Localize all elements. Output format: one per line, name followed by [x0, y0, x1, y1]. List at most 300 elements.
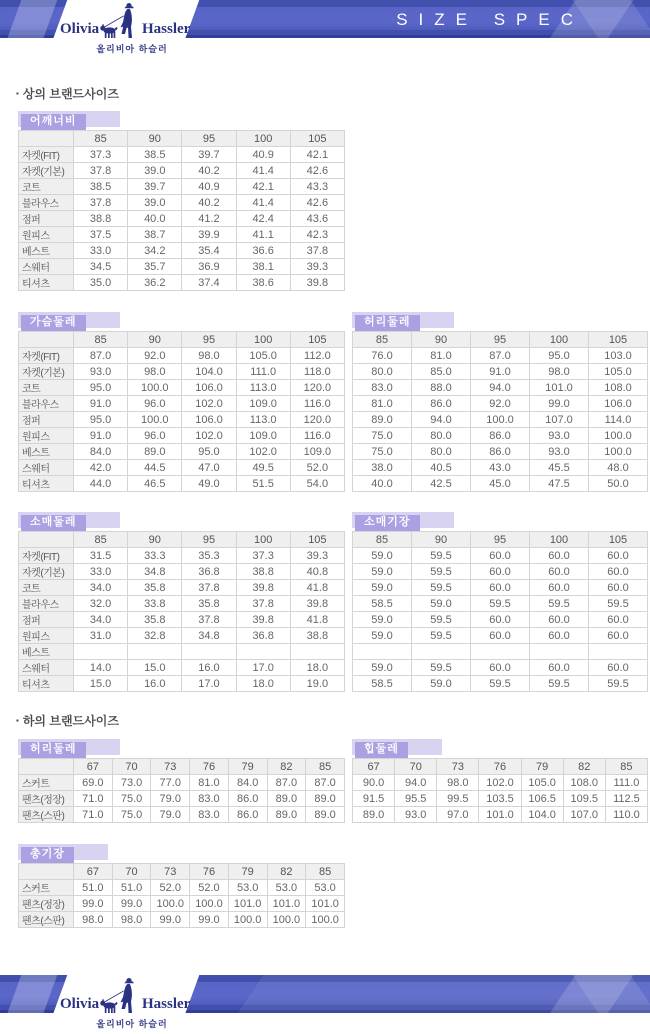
size-value-cell: 39.8 [290, 275, 344, 291]
row-label: 스커트 [19, 880, 74, 896]
size-value-cell [530, 644, 589, 660]
footer [0, 975, 650, 1034]
size-value-cell: 105.0 [236, 348, 290, 364]
size-value-cell: 87.0 [471, 348, 530, 364]
size-value-cell: 101.0 [479, 807, 521, 823]
size-value-cell: 59.5 [589, 596, 648, 612]
size-value-cell: 41.2 [182, 211, 236, 227]
size-value-cell: 102.0 [182, 396, 236, 412]
size-value-cell: 75.0 [112, 807, 151, 823]
size-value-cell: 47.5 [530, 476, 589, 492]
table-title: 총기장 [21, 847, 74, 863]
size-value-cell: 84.0 [74, 444, 128, 460]
size-value-cell: 31.5 [74, 548, 128, 564]
size-value-cell: 98.0 [437, 775, 479, 791]
size-value-cell: 39.7 [182, 147, 236, 163]
size-value-cell: 59.0 [412, 596, 471, 612]
column-header: 95 [471, 332, 530, 348]
row-label: 팬츠(정장) [19, 791, 74, 807]
size-value-cell: 38.0 [353, 460, 412, 476]
size-value-cell: 89.0 [306, 807, 345, 823]
size-value-cell: 18.0 [290, 660, 344, 676]
size-value-cell: 60.0 [589, 612, 648, 628]
row-label: 원피스 [19, 628, 74, 644]
brand-name-first: Olivia [60, 996, 100, 1012]
size-value-cell: 38.7 [128, 227, 182, 243]
row-label: 자켓(기본) [19, 364, 74, 380]
size-value-cell: 59.5 [412, 580, 471, 596]
table-title: 소매기장 [355, 515, 420, 531]
column-header: 95 [182, 131, 236, 147]
table-header-row [353, 759, 648, 775]
table-row [353, 775, 648, 791]
size-value-cell: 43.0 [471, 460, 530, 476]
size-value-cell: 87.0 [306, 775, 345, 791]
table-row [353, 644, 648, 660]
row-label: 티셔츠 [19, 476, 74, 492]
size-value-cell: 39.8 [236, 580, 290, 596]
section-title-bottoms [16, 712, 119, 729]
size-value-cell: 46.5 [128, 476, 182, 492]
column-header: 85 [353, 332, 412, 348]
size-value-cell: 113.0 [236, 412, 290, 428]
row-label: 원피스 [19, 227, 74, 243]
size-value-cell: 93.0 [74, 364, 128, 380]
brand-logo [60, 975, 210, 1029]
row-label: 팬츠(스판) [19, 807, 74, 823]
size-value-cell: 17.0 [182, 676, 236, 692]
size-value-cell: 39.8 [236, 612, 290, 628]
size-value-cell: 59.5 [471, 676, 530, 692]
column-header: 79 [228, 759, 267, 775]
size-value-cell: 110.0 [605, 807, 647, 823]
size-value-cell: 100.0 [306, 912, 345, 928]
table-row [19, 548, 345, 564]
size-value-cell: 114.0 [589, 412, 648, 428]
size-value-cell: 37.4 [182, 275, 236, 291]
table-row [19, 428, 345, 444]
column-header: 90 [412, 332, 471, 348]
chest-girth-table [18, 331, 345, 492]
size-value-cell: 35.8 [182, 596, 236, 612]
column-header: 85 [306, 864, 345, 880]
size-value-cell: 34.0 [74, 580, 128, 596]
size-value-cell [128, 644, 182, 660]
column-header: 85 [353, 532, 412, 548]
size-value-cell: 100.0 [267, 912, 306, 928]
size-value-cell: 89.0 [353, 412, 412, 428]
size-value-cell: 39.0 [128, 195, 182, 211]
size-value-cell: 99.0 [190, 912, 229, 928]
size-value-cell: 59.0 [353, 612, 412, 628]
table-row [19, 807, 345, 823]
size-value-cell: 42.5 [412, 476, 471, 492]
size-value-cell: 87.0 [74, 348, 128, 364]
sleeve-girth-table [18, 531, 345, 692]
corner-cell [19, 864, 74, 880]
column-header: 67 [74, 759, 113, 775]
size-value-cell: 106.0 [589, 396, 648, 412]
table-title: 어깨너비 [21, 114, 86, 130]
size-value-cell: 91.0 [471, 364, 530, 380]
size-value-cell: 60.0 [471, 612, 530, 628]
size-value-cell: 42.4 [236, 211, 290, 227]
table-header-row [353, 532, 648, 548]
size-value-cell: 95.5 [395, 791, 437, 807]
table-row [353, 807, 648, 823]
row-label: 블라우스 [19, 195, 74, 211]
row-label: 팬츠(스판) [19, 912, 74, 928]
table-row [19, 380, 345, 396]
size-value-cell: 95.0 [74, 412, 128, 428]
size-value-cell: 105.0 [521, 775, 563, 791]
bullet-icon: ▪ [16, 89, 19, 98]
table-title: 힙둘레 [355, 742, 408, 758]
size-value-cell: 100.0 [190, 896, 229, 912]
size-value-cell: 96.0 [128, 428, 182, 444]
size-value-cell: 111.0 [605, 775, 647, 791]
size-value-cell: 106.0 [182, 412, 236, 428]
table-row [353, 628, 648, 644]
size-value-cell: 59.0 [412, 676, 471, 692]
row-label: 스웨터 [19, 460, 74, 476]
column-header: 100 [530, 332, 589, 348]
table-row [19, 896, 345, 912]
size-value-cell: 87.0 [267, 775, 306, 791]
size-value-cell: 103.0 [589, 348, 648, 364]
size-value-cell [182, 644, 236, 660]
column-header: 100 [236, 532, 290, 548]
size-value-cell: 108.0 [563, 775, 605, 791]
corner-cell [19, 759, 74, 775]
table-title-badge-total-length [18, 844, 108, 860]
size-value-cell: 36.6 [236, 243, 290, 259]
size-value-cell: 86.0 [412, 396, 471, 412]
row-label: 원피스 [19, 428, 74, 444]
size-value-cell: 107.0 [563, 807, 605, 823]
table-header-row [19, 332, 345, 348]
banner-stripe [6, 975, 58, 1013]
table-row [19, 259, 345, 275]
size-value-cell: 41.1 [236, 227, 290, 243]
size-value-cell: 38.8 [74, 211, 128, 227]
size-value-cell: 44.5 [128, 460, 182, 476]
column-header: 82 [267, 864, 306, 880]
size-value-cell: 45.0 [471, 476, 530, 492]
page-title: SIZE SPEC [396, 10, 584, 29]
size-value-cell: 52.0 [290, 460, 344, 476]
column-header: 70 [395, 759, 437, 775]
size-value-cell: 33.0 [74, 564, 128, 580]
size-value-cell: 37.8 [74, 195, 128, 211]
table-row [19, 628, 345, 644]
column-header: 73 [151, 759, 190, 775]
size-value-cell: 59.5 [412, 628, 471, 644]
column-header: 105 [589, 532, 648, 548]
size-value-cell: 94.0 [395, 775, 437, 791]
size-value-cell: 75.0 [353, 444, 412, 460]
size-value-cell: 83.0 [353, 380, 412, 396]
column-header: 100 [236, 332, 290, 348]
size-value-cell: 80.0 [353, 364, 412, 380]
size-value-cell: 17.0 [236, 660, 290, 676]
size-value-cell: 112.5 [605, 791, 647, 807]
size-value-cell: 40.2 [182, 163, 236, 179]
column-header: 90 [128, 332, 182, 348]
size-value-cell: 41.8 [290, 612, 344, 628]
size-value-cell: 71.0 [74, 807, 113, 823]
size-value-cell: 38.5 [128, 147, 182, 163]
section-title-text: 하의 브랜드사이즈 [22, 714, 119, 728]
size-value-cell: 80.0 [412, 428, 471, 444]
size-value-cell: 59.5 [530, 676, 589, 692]
row-label: 점퍼 [19, 612, 74, 628]
row-label: 블라우스 [19, 596, 74, 612]
size-value-cell: 40.0 [128, 211, 182, 227]
size-value-cell: 42.0 [74, 460, 128, 476]
table-title-badge-sleeve-length [352, 512, 454, 528]
size-value-cell: 116.0 [290, 428, 344, 444]
table-row [353, 548, 648, 564]
size-value-cell: 118.0 [290, 364, 344, 380]
size-value-cell: 41.4 [236, 195, 290, 211]
size-value-cell: 79.0 [151, 807, 190, 823]
size-value-cell: 40.5 [412, 460, 471, 476]
row-label: 자켓(기본) [19, 163, 74, 179]
size-value-cell: 89.0 [267, 807, 306, 823]
table-row [19, 460, 345, 476]
table-row [19, 775, 345, 791]
size-value-cell: 33.3 [128, 548, 182, 564]
size-value-cell: 32.0 [74, 596, 128, 612]
size-value-cell: 15.0 [74, 676, 128, 692]
size-value-cell: 33.8 [128, 596, 182, 612]
size-value-cell: 81.0 [190, 775, 229, 791]
size-value-cell: 60.0 [530, 564, 589, 580]
brand-name-second: Hassler [142, 21, 191, 37]
size-value-cell: 80.0 [412, 444, 471, 460]
size-value-cell: 92.0 [128, 348, 182, 364]
size-value-cell: 16.0 [128, 676, 182, 692]
table-title-badge-chest [18, 312, 120, 328]
size-value-cell: 44.0 [74, 476, 128, 492]
column-header: 85 [74, 332, 128, 348]
size-value-cell: 18.0 [236, 676, 290, 692]
size-value-cell: 73.0 [112, 775, 151, 791]
size-value-cell: 120.0 [290, 380, 344, 396]
table-row [353, 348, 648, 364]
row-label: 스커트 [19, 775, 74, 791]
table-title-badge-sleeve-girth [18, 512, 120, 528]
size-value-cell: 39.3 [290, 259, 344, 275]
size-value-cell: 60.0 [589, 548, 648, 564]
size-value-cell: 75.0 [112, 791, 151, 807]
size-value-cell: 60.0 [530, 660, 589, 676]
size-value-cell: 59.0 [353, 628, 412, 644]
size-value-cell: 60.0 [589, 580, 648, 596]
size-value-cell: 33.0 [74, 243, 128, 259]
waist-girth-table-tops [352, 331, 648, 492]
table-title-badge-shoulder [18, 111, 120, 127]
size-value-cell: 106.5 [521, 791, 563, 807]
size-value-cell: 60.0 [471, 628, 530, 644]
size-value-cell: 60.0 [530, 612, 589, 628]
column-header: 90 [128, 532, 182, 548]
table-title: 가슴둘레 [21, 315, 86, 331]
size-value-cell: 86.0 [228, 807, 267, 823]
table-row [19, 676, 345, 692]
table-title: 소매둘레 [21, 515, 86, 531]
size-value-cell [471, 644, 530, 660]
row-label: 점퍼 [19, 211, 74, 227]
row-label: 스웨터 [19, 660, 74, 676]
size-value-cell: 84.0 [228, 775, 267, 791]
size-value-cell: 35.0 [74, 275, 128, 291]
size-value-cell: 98.0 [74, 912, 113, 928]
size-value-cell: 37.5 [74, 227, 128, 243]
table-row [19, 348, 345, 364]
size-value-cell: 36.9 [182, 259, 236, 275]
size-value-cell: 58.5 [353, 676, 412, 692]
size-value-cell: 96.0 [128, 396, 182, 412]
row-label: 팬츠(정장) [19, 896, 74, 912]
size-value-cell: 94.0 [471, 380, 530, 396]
total-length-table [18, 863, 345, 928]
table-row [19, 880, 345, 896]
size-value-cell: 94.0 [412, 412, 471, 428]
column-header: 67 [353, 759, 395, 775]
size-value-cell: 109.0 [236, 428, 290, 444]
size-value-cell [412, 644, 471, 660]
size-value-cell: 42.3 [290, 227, 344, 243]
size-value-cell: 105.0 [589, 364, 648, 380]
size-value-cell: 91.5 [353, 791, 395, 807]
sleeve-length-table [352, 531, 648, 692]
size-value-cell: 60.0 [471, 580, 530, 596]
column-header: 95 [471, 532, 530, 548]
row-label: 티셔츠 [19, 676, 74, 692]
column-header: 95 [182, 332, 236, 348]
table-header-row [19, 131, 345, 147]
size-value-cell: 91.0 [74, 396, 128, 412]
size-value-cell: 98.0 [112, 912, 151, 928]
size-value-cell: 38.5 [74, 179, 128, 195]
size-value-cell: 42.1 [236, 179, 290, 195]
corner-cell [19, 532, 74, 548]
size-value-cell: 35.8 [128, 580, 182, 596]
table-row [353, 428, 648, 444]
size-value-cell: 111.0 [236, 364, 290, 380]
table-row [353, 396, 648, 412]
table-row [353, 612, 648, 628]
size-value-cell: 48.0 [589, 460, 648, 476]
column-header: 85 [74, 131, 128, 147]
size-value-cell: 109.0 [290, 444, 344, 460]
row-label: 코트 [19, 580, 74, 596]
size-value-cell: 102.0 [182, 428, 236, 444]
size-value-cell: 86.0 [471, 444, 530, 460]
size-value-cell: 101.0 [530, 380, 589, 396]
size-value-cell: 106.0 [182, 380, 236, 396]
size-value-cell: 83.0 [190, 807, 229, 823]
column-header: 100 [530, 532, 589, 548]
size-value-cell: 99.0 [74, 896, 113, 912]
column-header: 73 [151, 864, 190, 880]
table-row [19, 596, 345, 612]
table-row [19, 227, 345, 243]
size-value-cell: 99.5 [437, 791, 479, 807]
row-label: 베스트 [19, 444, 74, 460]
table-row [19, 564, 345, 580]
table-row [19, 660, 345, 676]
size-value-cell: 36.2 [128, 275, 182, 291]
size-value-cell: 39.7 [128, 179, 182, 195]
size-value-cell: 104.0 [182, 364, 236, 380]
table-row [19, 580, 345, 596]
size-value-cell: 19.0 [290, 676, 344, 692]
size-value-cell: 86.0 [471, 428, 530, 444]
size-value-cell: 37.8 [182, 612, 236, 628]
waist-girth-table-bottoms [18, 758, 345, 823]
size-value-cell: 97.0 [437, 807, 479, 823]
table-header-row [19, 864, 345, 880]
size-value-cell: 53.0 [306, 880, 345, 896]
size-value-cell: 81.0 [353, 396, 412, 412]
size-value-cell: 59.5 [412, 612, 471, 628]
table-row [353, 364, 648, 380]
table-header-row [353, 332, 648, 348]
shoulder-width-table [18, 130, 345, 291]
size-value-cell: 112.0 [290, 348, 344, 364]
size-value-cell: 83.0 [190, 791, 229, 807]
column-header: 76 [479, 759, 521, 775]
size-value-cell: 113.0 [236, 380, 290, 396]
size-value-cell [353, 644, 412, 660]
table-row [353, 460, 648, 476]
size-value-cell: 95.0 [182, 444, 236, 460]
size-value-cell: 34.5 [74, 259, 128, 275]
size-value-cell: 42.1 [290, 147, 344, 163]
size-value-cell: 34.2 [128, 243, 182, 259]
size-value-cell: 92.0 [471, 396, 530, 412]
size-value-cell: 59.5 [412, 548, 471, 564]
size-value-cell: 51.5 [236, 476, 290, 492]
size-value-cell: 40.9 [182, 179, 236, 195]
size-value-cell: 58.5 [353, 596, 412, 612]
table-row [353, 660, 648, 676]
table-row [19, 476, 345, 492]
column-header: 67 [74, 864, 113, 880]
table-row [19, 912, 345, 928]
size-value-cell: 98.0 [128, 364, 182, 380]
size-value-cell: 38.6 [236, 275, 290, 291]
size-value-cell: 98.0 [182, 348, 236, 364]
size-value-cell: 34.8 [128, 564, 182, 580]
size-value-cell: 120.0 [290, 412, 344, 428]
column-header: 82 [267, 759, 306, 775]
table-row [19, 364, 345, 380]
row-label: 블라우스 [19, 396, 74, 412]
size-value-cell [74, 644, 128, 660]
size-value-cell: 90.0 [353, 775, 395, 791]
size-value-cell: 76.0 [353, 348, 412, 364]
size-value-cell: 40.9 [236, 147, 290, 163]
size-value-cell: 95.0 [74, 380, 128, 396]
column-header: 70 [112, 864, 151, 880]
banner-stripe [6, 0, 58, 38]
size-value-cell: 79.0 [151, 791, 190, 807]
column-header: 105 [589, 332, 648, 348]
